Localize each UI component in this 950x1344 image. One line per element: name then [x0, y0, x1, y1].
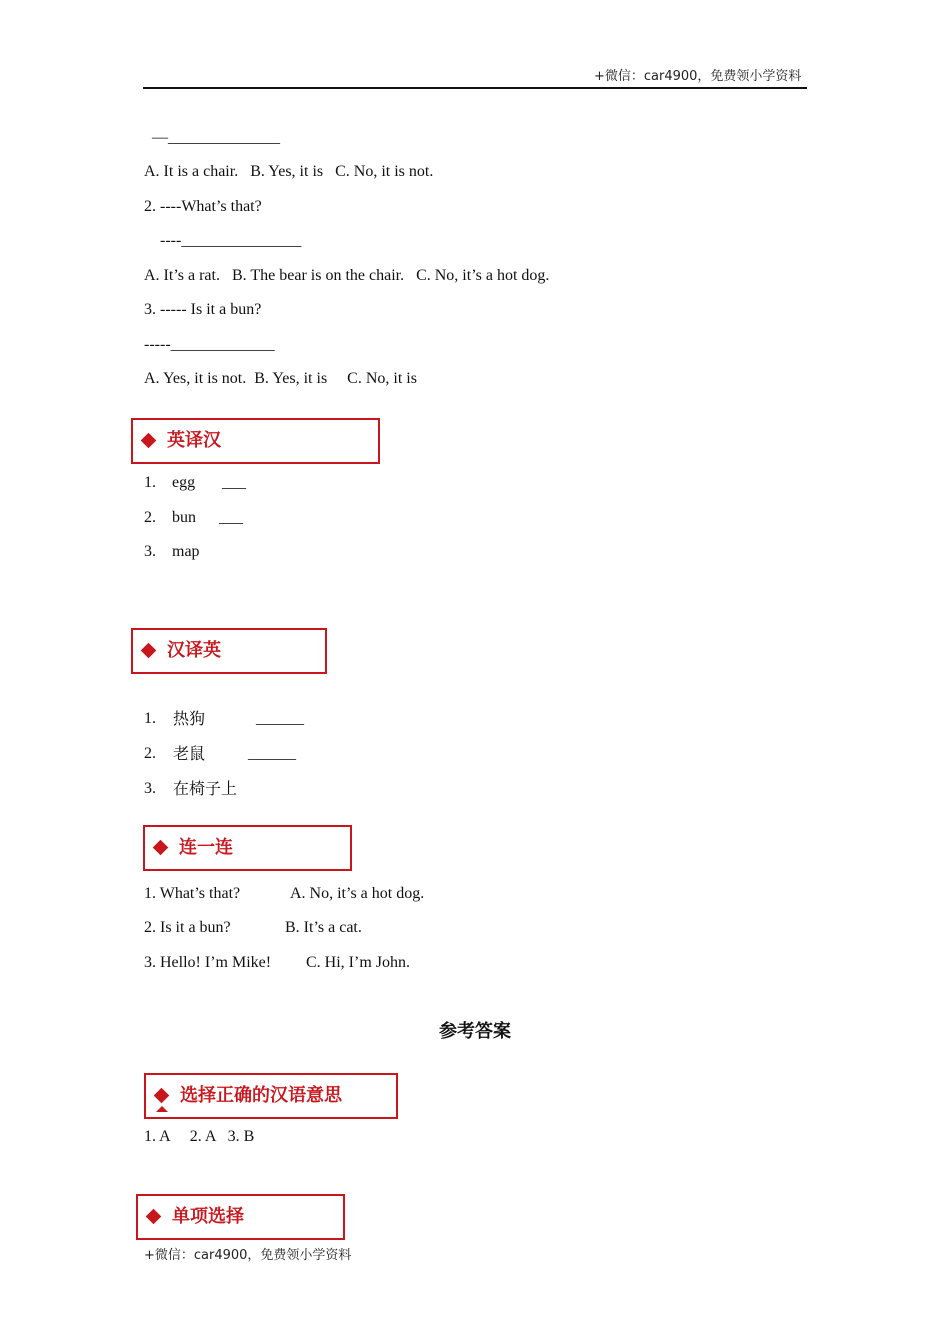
section-header-match	[143, 825, 352, 871]
footer-text: +微信：car4900，免费领小学资料	[144, 1248, 352, 1263]
answers-title: 参考答案	[439, 1021, 511, 1042]
c2e-item-1-blank: ______	[256, 710, 304, 727]
q3-options: A. Yes, it is not. B. Yes, it is C. No, it is	[144, 370, 417, 387]
q2-answer-blank: ----_______________	[160, 232, 302, 249]
section-title: 选择正确的汉语意思	[180, 1085, 342, 1106]
match-row-3-right: C. Hi, I’m John.	[306, 954, 410, 971]
match-row-3-left: 3. Hello! I’m Mike!	[144, 954, 272, 971]
q3-question: 3. ----- Is it a bun?	[144, 301, 262, 318]
section-header-answers-1	[144, 1073, 398, 1119]
e2c-item-3-word: map	[172, 543, 200, 560]
diamond-icon	[141, 643, 157, 659]
section-header-c2e	[131, 628, 327, 674]
section-title: 汉译英	[167, 640, 221, 661]
match-row-1-right: A. No, it’s a hot dog.	[290, 885, 425, 902]
diamond-icon	[154, 1088, 170, 1104]
c2e-item-3-word: 在椅子上	[173, 779, 238, 798]
c2e-item-1-word: 热狗	[173, 709, 206, 728]
q1-options: A. It is a chair. B. Yes, it is C. No, it is not.	[144, 163, 434, 180]
q2-options: A. It’s a rat. B. The bear is on the chair. C. No, it’s a hot dog.	[144, 267, 550, 284]
match-row-2-right: B. It’s a cat.	[285, 919, 362, 936]
e2c-item-2-num: 2.	[144, 509, 156, 526]
c2e-item-1-num: 1.	[144, 710, 156, 727]
answers-section-1-values: 1. A 2. A 3. B	[144, 1128, 255, 1145]
e2c-item-2-blank: ___	[219, 509, 243, 526]
q2-question: 2. ----What’s that?	[144, 198, 262, 215]
header-rule	[143, 87, 807, 89]
section-title: 连一连	[179, 837, 233, 858]
c2e-item-2-num: 2.	[144, 745, 156, 762]
section-header-e2c	[131, 418, 380, 464]
match-row-1-left: 1. What’s that?	[144, 885, 241, 902]
diamond-icon	[141, 433, 157, 449]
e2c-item-1-num: 1.	[144, 474, 156, 491]
c2e-item-2-blank: ______	[248, 745, 296, 762]
e2c-item-3-num: 3.	[144, 543, 156, 560]
section-title: 英译汉	[167, 430, 221, 451]
diamond-icon	[153, 840, 169, 856]
e2c-item-1-blank: ___	[222, 474, 246, 491]
e2c-item-2-word: bun	[172, 509, 196, 526]
section-title: 单项选择	[172, 1206, 244, 1227]
diamond-icon	[146, 1209, 162, 1225]
c2e-item-2-word: 老鼠	[173, 744, 206, 763]
section-header-answers-2	[136, 1194, 345, 1240]
q1-answer-blank: —______________	[152, 129, 280, 146]
header-text: +微信：car4900，免费领小学资料	[594, 69, 802, 84]
e2c-item-1-word: egg	[172, 474, 196, 491]
c2e-item-3-num: 3.	[144, 780, 156, 797]
triangle-icon	[156, 1106, 168, 1112]
q3-answer-blank: -----_____________	[144, 336, 275, 353]
match-row-2-left: 2. Is it a bun?	[144, 919, 231, 936]
